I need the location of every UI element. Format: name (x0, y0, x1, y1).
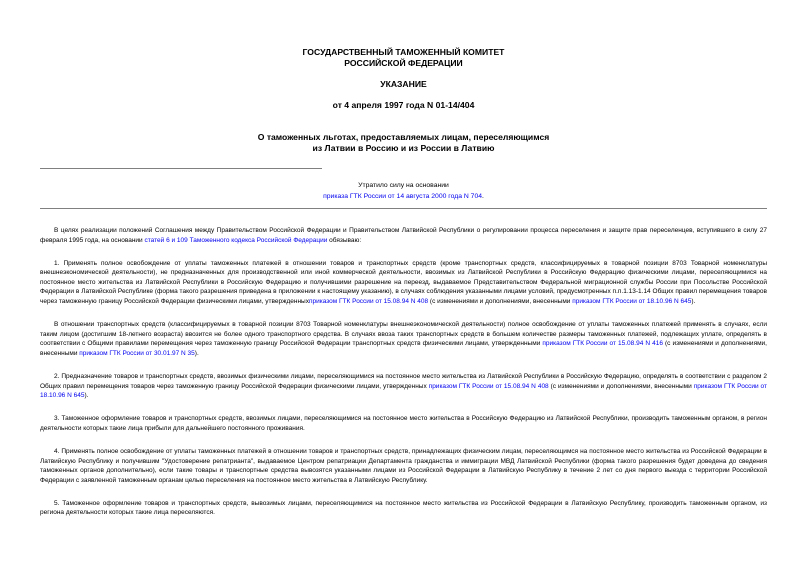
title-line-1: О таможенных льготах, предоставляемых лицам, переселяющимся (257, 132, 550, 142)
paragraph-text: (с изменениями и дополнениями, внесенными (428, 298, 573, 306)
order-408-link[interactable]: приказом ГТК России от 15.08.94 N 408 (428, 382, 549, 390)
issuing-organization (0, 47, 807, 68)
order-645-link[interactable]: приказом ГТК России от 18.10.96 N 645 (40, 382, 767, 400)
paragraph-text: 2. Предназначение товаров и транспортных средств, ввозимых физическими лицами, переселяющимися на постоянное место жительства из Латвийской Республики в Российскую Федерацию, определять в соответствии с разделом 2 Общих правил перемещения товаров через таможенную границу Российской Федерации физическими лицами, утвержденных (40, 373, 767, 390)
document-title (0, 132, 807, 153)
paragraph-3: 3. Таможенное оформление товаров и транспортных средств, ввозимых лицами, переселяющимися на постоянное место жительства в Российскую Федерацию из Латвийской Республики, производить таможенным органом, в регион деятельности которых такие лица прибыли для дальнейшего постоянного проживания. (40, 415, 767, 432)
divider-short (40, 168, 322, 169)
org-line-2: РОССИЙСКОЙ ФЕДЕРАЦИИ (344, 57, 463, 68)
repeal-order-link[interactable]: приказа ГТК России от 14 августа 2000 года N 704 (323, 193, 483, 200)
paragraph-text: 1. Применять полное освобождение от уплаты таможенных платежей в отношении товаров и транспортных средств (кроме транспортных средств, классифицируемых в товарной позиции 8703 Товарной номенклатуры внешнеэкономической деятельности), не предназначенных для производственной или иной коммерческой деятельности, ввозимых из Латвийской Республики в Российскую Федерацию физическими лицами, переселяющимися на постоянное место жительства из Латвийской Республики в Российскую Федерацию и получившими разрешение на переезд, выдаваемое Представительством Федеральной миграционной службы России при Посольстве Российской Федерации в Латвийской Республике (форма такого разрешения приведена в приложении к настоящему указанию), в случаях соблюдения указанными лицами условий, предусмотренных п.п.1.13-1.14 Общих правил перемещения товаров через таможенную границу Российской Федерации физическими лицами, утвержденных (40, 259, 767, 306)
paragraph-text: обязываю: (327, 236, 362, 244)
paragraph-text: (с изменениями и дополнениями, внесенными (40, 340, 767, 357)
paragraph-5: 5. Таможенное оформление товаров и транспортных средств, вывозимых лицами, переселяющимися на постоянное место жительства из Российской Федерации в Латвийскую Республику, производить таможенным органом, из региона деятельности которых такие лица переселяются. (40, 499, 767, 517)
paragraph-text: В отношении транспортных средств (классифицируемых в товарной позиции 8703 Товарной номенклатуры внешнеэкономической деятельности) полное освобождение от уплаты таможенных платежей применять в случаях, если таким лицом (достигшим 18-летнего возраста) ввозится не более одного транспортного средства. В случаях ввоза таких транспортных средств в большем количестве размеры таможенных платежей, подлежащих уплате, определять в соответствии с Общими правилами перемещения через таможенную границу Российской Федерации транспортных средств физическими лицами, утвержденными (40, 321, 767, 348)
paragraph-text: (с изменениями и дополнениями, внесенными (548, 382, 694, 390)
document-body (40, 226, 767, 532)
org-line-1: ГОСУДАРСТВЕННЫЙ ТАМОЖЕННЫЙ КОМИТЕТ (302, 47, 505, 57)
paragraph-text: В целях реализации положений Соглашения между Правительством Российской Федерации и Правительством Латвийской Республики о регулировании процесса переселения и защите прав переселенцев, вступившего в силу 27 февраля 1995 года, на основании (40, 227, 767, 244)
divider-long (40, 208, 767, 209)
order-408-link[interactable]: приказом ГТК России от 15.08.94 N 408 (308, 298, 429, 306)
order-416-link[interactable]: приказом ГТК России от 15.08.94 N 416 (542, 340, 663, 348)
paragraph-text: ). (194, 349, 199, 357)
paragraph-1 (40, 259, 767, 307)
order-645-link[interactable]: приказом ГТК России от 18.10.96 N 645 (572, 298, 692, 306)
paragraph-text: ). (691, 298, 696, 306)
customs-code-link[interactable]: статей 6 и 109 Таможенного кодекса Российской Федерации (144, 236, 328, 244)
status-link-suffix: . (482, 193, 484, 200)
status-link-line (0, 191, 807, 202)
document-type: УКАЗАНИЕ (380, 79, 427, 89)
paragraph-4: 4. Применять полное освобождение от уплаты таможенных платежей в отношении товаров и транспортных средств, принадлежащих физическим лицам, переселяющимся на постоянное место жительства из Российской Федерации в Латвийскую Республику и получившим "Удостоверение репатрианта", выдаваемое Центром репатриации Департамента гражданства и иммиграции МВД Латвийской Республики (форма такого разрешения будет доведена до сведения таможенных органов дополнительно), если такие товары и транспортные средства вывозятся указанными лицами из Российской Федерации в Латвийскую Республику в течение 2 лет со дня первого выезда с территории Российской Федерации с заявленной таможенным органам целью переселения на постоянное место жительства в Латвийскую Республику. (40, 448, 767, 484)
paragraph-intro (40, 226, 767, 245)
paragraph-text: ). (84, 392, 89, 400)
order-35-link[interactable]: приказом ГТК России от 30.01.97 N 35 (79, 349, 195, 357)
status-note (0, 180, 807, 202)
paragraph-2 (40, 372, 767, 401)
document-date-number: от 4 апреля 1997 года N 01-14/404 (332, 100, 475, 110)
paragraph-1b (40, 320, 767, 358)
title-line-2: из Латвии в Россию и из России в Латвию (312, 142, 495, 153)
status-line: Утратило силу на основании (358, 182, 449, 189)
